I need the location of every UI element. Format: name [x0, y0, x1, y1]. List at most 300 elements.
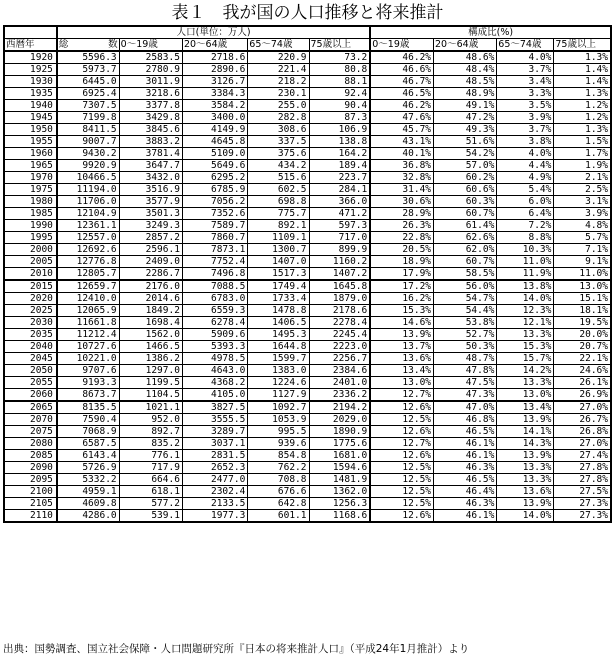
age-65-74-cell: 1749.4: [248, 280, 309, 293]
year-cell: 2045: [4, 353, 57, 365]
age-20-64-cell: 4645.8: [182, 136, 247, 148]
age-0-19-cell: 3883.2: [119, 136, 182, 148]
age-20-64-cell: 4149.9: [182, 124, 247, 136]
total-cell: 12659.7: [57, 280, 119, 293]
age-65-74-cell: 282.8: [248, 112, 309, 124]
total-cell: 8673.7: [57, 389, 119, 402]
year-cell: 2090: [4, 462, 57, 474]
year-cell: 1975: [4, 184, 57, 196]
ratio-65-74-cell: 12.3%: [497, 305, 554, 317]
total-cell: 11212.4: [57, 329, 119, 341]
ratio-20-64-cell: 53.8%: [434, 317, 497, 329]
ratio-75plus-cell: 18.1%: [554, 305, 611, 317]
ratio-75plus-cell: 1.7%: [554, 148, 611, 160]
ratio-65-74-cell: 15.3%: [497, 341, 554, 353]
table-row: [4, 64, 611, 76]
age-20-64-cell: 2890.6: [182, 64, 247, 76]
table-row: [4, 244, 611, 256]
year-cell: 2030: [4, 317, 57, 329]
age-20-64-cell: 2302.4: [182, 486, 247, 498]
year-cell: 2055: [4, 377, 57, 389]
age-0-19-cell: 2176.0: [119, 280, 182, 293]
total-header-right: 数: [108, 39, 118, 50]
age-0-19-cell: 952.0: [119, 414, 182, 426]
age-20-64-cell: 2831.5: [182, 450, 247, 462]
ratio-65-74-cell: 13.9%: [497, 498, 554, 510]
age-20-64-cell: 2718.6: [182, 51, 247, 64]
ratio-75plus-cell: 22.1%: [554, 353, 611, 365]
total-cell: 9707.6: [57, 365, 119, 377]
age-20-64-cell: 3584.2: [182, 100, 247, 112]
table-row: [4, 353, 611, 365]
total-header: [57, 39, 119, 52]
age-0-19-cell: 3011.9: [119, 76, 182, 88]
ratio-65-74-cell: 7.2%: [497, 220, 554, 232]
age-20-64-cell: 2652.3: [182, 462, 247, 474]
ratio-65-74-cell: 3.9%: [497, 112, 554, 124]
ratio-0-19-cell: 30.6%: [370, 196, 433, 208]
age-75plus-cell: 2278.4: [309, 317, 370, 329]
ratio-75plus-cell: 20.7%: [554, 341, 611, 353]
year-cell: 2100: [4, 486, 57, 498]
age-65-74-cell: 218.2: [248, 76, 309, 88]
year-cell: 2065: [4, 401, 57, 414]
ratio-0-19-cell: 46.5%: [370, 88, 433, 100]
ratio-0-19-cell: 12.5%: [370, 486, 433, 498]
table-row: [4, 426, 611, 438]
ratio-65-74-cell: 14.2%: [497, 365, 554, 377]
table-row: [4, 196, 611, 208]
ratio-65-74-header: 65～74歳: [497, 39, 554, 52]
total-cell: 12557.0: [57, 232, 119, 244]
ratio-75plus-cell: 3.1%: [554, 196, 611, 208]
ratio-0-19-cell: 13.0%: [370, 377, 433, 389]
age-0-19-cell: 539.1: [119, 510, 182, 523]
ratio-65-74-cell: 13.8%: [497, 280, 554, 293]
age-20-64-cell: 7860.7: [182, 232, 247, 244]
table-row: [4, 401, 611, 414]
table-row: [4, 172, 611, 184]
year-cell: 1965: [4, 160, 57, 172]
age-20-64-cell: 6278.4: [182, 317, 247, 329]
age-20-64-cell: 1977.3: [182, 510, 247, 523]
age-65-74-cell: 1300.7: [248, 244, 309, 256]
year-cell: 1925: [4, 64, 57, 76]
table-row: [4, 341, 611, 353]
table-row: [4, 389, 611, 402]
ratio-75plus-cell: 26.8%: [554, 426, 611, 438]
year-cell: 2085: [4, 450, 57, 462]
ratio-75plus-cell: 1.2%: [554, 112, 611, 124]
total-cell: 6143.4: [57, 450, 119, 462]
ratio-75plus-cell: 27.3%: [554, 510, 611, 523]
ratio-0-19-cell: 40.1%: [370, 148, 433, 160]
total-cell: 7068.9: [57, 426, 119, 438]
ratio-75plus-cell: 20.0%: [554, 329, 611, 341]
year-cell: 2000: [4, 244, 57, 256]
age-20-64-cell: 2133.5: [182, 498, 247, 510]
total-cell: 8411.5: [57, 124, 119, 136]
ratio-20-64-cell: 61.4%: [434, 220, 497, 232]
age-20-64-cell: 2477.0: [182, 474, 247, 486]
age-0-19-cell: 776.1: [119, 450, 182, 462]
table-row: [4, 88, 611, 100]
table-row: [4, 184, 611, 196]
ratio-0-19-cell: 36.8%: [370, 160, 433, 172]
age-0-19-cell: 3781.4: [119, 148, 182, 160]
ratio-75plus-cell: 3.9%: [554, 208, 611, 220]
ratio-0-19-cell: 22.8%: [370, 232, 433, 244]
age-0-19-cell: 1466.5: [119, 341, 182, 353]
table-body: [4, 51, 611, 522]
ratio-75plus-cell: 5.7%: [554, 232, 611, 244]
ratio-0-19-cell: 18.9%: [370, 256, 433, 268]
ratio-75plus-cell: 26.9%: [554, 389, 611, 402]
table-row: [4, 438, 611, 450]
year-cell: 1995: [4, 232, 57, 244]
ratio-0-19-cell: 46.6%: [370, 64, 433, 76]
age-65-74-cell: 1733.4: [248, 293, 309, 305]
total-cell: 5332.2: [57, 474, 119, 486]
year-header-blank: [4, 26, 57, 39]
ratio-65-74-cell: 3.4%: [497, 76, 554, 88]
age-0-19-cell: 1021.1: [119, 401, 182, 414]
table-row: [4, 268, 611, 281]
table-row: [4, 329, 611, 341]
age-0-19-cell: 1562.0: [119, 329, 182, 341]
year-cell: 1940: [4, 100, 57, 112]
age-75plus-cell: 1168.6: [309, 510, 370, 523]
ratio-20-64-cell: 62.0%: [434, 244, 497, 256]
age-65-74-cell: 515.6: [248, 172, 309, 184]
age-0-19-cell: 3501.3: [119, 208, 182, 220]
ratio-20-64-cell: 47.5%: [434, 377, 497, 389]
age-20-64-cell: 4978.5: [182, 353, 247, 365]
ratio-75plus-cell: 19.5%: [554, 317, 611, 329]
age-20-64-cell: 7056.2: [182, 196, 247, 208]
header-row-columns: [4, 39, 611, 52]
ratio-20-64-cell: 56.0%: [434, 280, 497, 293]
age-75plus-cell: 73.2: [309, 51, 370, 64]
year-cell: 1920: [4, 51, 57, 64]
ratio-20-64-cell: 46.1%: [434, 450, 497, 462]
age-75plus-cell: 2029.0: [309, 414, 370, 426]
ratio-0-19-cell: 12.7%: [370, 438, 433, 450]
total-cell: 9007.7: [57, 136, 119, 148]
age-20-64-cell: 4105.0: [182, 389, 247, 402]
year-cell: 2070: [4, 414, 57, 426]
age-65-74-cell: 602.5: [248, 184, 309, 196]
total-cell: 12776.8: [57, 256, 119, 268]
ratio-0-19-cell: 13.7%: [370, 341, 433, 353]
ratio-20-64-header: 20～64歳: [434, 39, 497, 52]
table-row: [4, 365, 611, 377]
age-20-64-cell: 4643.0: [182, 365, 247, 377]
ratio-75plus-cell: 1.5%: [554, 136, 611, 148]
year-cell: 2110: [4, 510, 57, 523]
ratio-0-19-cell: 46.2%: [370, 51, 433, 64]
age-20-64-cell: 3384.3: [182, 88, 247, 100]
ratio-65-74-cell: 13.3%: [497, 462, 554, 474]
age-20-64-cell: 6785.9: [182, 184, 247, 196]
ratio-65-74-cell: 4.0%: [497, 148, 554, 160]
ratio-75plus-cell: 27.0%: [554, 438, 611, 450]
age-0-19-cell: 577.2: [119, 498, 182, 510]
ratio-0-19-cell: 47.6%: [370, 112, 433, 124]
total-cell: 12065.9: [57, 305, 119, 317]
age-65-74-cell: 708.8: [248, 474, 309, 486]
table-row: [4, 450, 611, 462]
ratio-65-74-cell: 11.9%: [497, 268, 554, 281]
ratio-75plus-cell: 1.3%: [554, 88, 611, 100]
table-row: [4, 256, 611, 268]
ratio-20-64-cell: 54.2%: [434, 148, 497, 160]
total-cell: 12410.0: [57, 293, 119, 305]
age-0-19-cell: 3429.8: [119, 112, 182, 124]
age-65-74-cell: 1127.9: [248, 389, 309, 402]
ratio-20-64-cell: 47.3%: [434, 389, 497, 402]
ratio-20-64-cell: 46.4%: [434, 486, 497, 498]
age-75plus-cell: 223.7: [309, 172, 370, 184]
ratio-20-64-cell: 46.5%: [434, 474, 497, 486]
age-0-19-header: 0～19歳: [119, 39, 182, 52]
year-cell: 2050: [4, 365, 57, 377]
age-75plus-cell: 2223.0: [309, 341, 370, 353]
age-20-64-cell: 7589.7: [182, 220, 247, 232]
year-cell: 2095: [4, 474, 57, 486]
year-cell: 1955: [4, 136, 57, 148]
table-row: [4, 293, 611, 305]
age-0-19-cell: 1104.5: [119, 389, 182, 402]
ratio-75plus-cell: 9.1%: [554, 256, 611, 268]
age-65-74-cell: 375.6: [248, 148, 309, 160]
age-65-74-cell: 642.8: [248, 498, 309, 510]
ratio-0-19-cell: 28.9%: [370, 208, 433, 220]
age-65-74-cell: 434.2: [248, 160, 309, 172]
age-65-74-cell: 1599.7: [248, 353, 309, 365]
age-75plus-cell: 597.3: [309, 220, 370, 232]
ratio-0-19-cell: 45.7%: [370, 124, 433, 136]
ratio-0-19-cell: 46.2%: [370, 100, 433, 112]
age-0-19-cell: 3249.3: [119, 220, 182, 232]
year-cell: 2080: [4, 438, 57, 450]
age-65-74-cell: 1644.8: [248, 341, 309, 353]
age-20-64-cell: 3126.7: [182, 76, 247, 88]
ratio-0-19-cell: 16.2%: [370, 293, 433, 305]
table-row: [4, 462, 611, 474]
age-0-19-cell: 717.9: [119, 462, 182, 474]
age-20-64-cell: 7088.5: [182, 280, 247, 293]
age-75plus-cell: 87.3: [309, 112, 370, 124]
ratio-75plus-cell: 27.5%: [554, 486, 611, 498]
ratio-65-74-cell: 14.0%: [497, 293, 554, 305]
total-cell: 9430.2: [57, 148, 119, 160]
ratio-0-19-cell: 12.5%: [370, 462, 433, 474]
age-65-74-cell: 1109.1: [248, 232, 309, 244]
age-0-19-cell: 835.2: [119, 438, 182, 450]
age-75plus-cell: 1362.0: [309, 486, 370, 498]
age-0-19-cell: 1199.5: [119, 377, 182, 389]
ratio-20-64-cell: 46.3%: [434, 498, 497, 510]
ratio-20-64-cell: 46.3%: [434, 462, 497, 474]
age-0-19-cell: 1698.4: [119, 317, 182, 329]
ratio-20-64-cell: 48.9%: [434, 88, 497, 100]
year-cell: 1980: [4, 196, 57, 208]
ratio-65-74-cell: 4.4%: [497, 160, 554, 172]
ratio-0-19-cell: 12.6%: [370, 426, 433, 438]
age-20-64-header: 20～64歳: [182, 39, 247, 52]
ratio-65-74-cell: 4.9%: [497, 172, 554, 184]
total-cell: 12361.1: [57, 220, 119, 232]
year-cell: 2025: [4, 305, 57, 317]
year-cell: 1990: [4, 220, 57, 232]
ratio-65-74-cell: 13.3%: [497, 329, 554, 341]
ratio-20-64-cell: 58.5%: [434, 268, 497, 281]
ratio-20-64-cell: 47.2%: [434, 112, 497, 124]
ratio-0-19-cell: 12.5%: [370, 414, 433, 426]
ratio-65-74-cell: 6.4%: [497, 208, 554, 220]
ratio-75plus-cell: 11.0%: [554, 268, 611, 281]
ratio-65-74-cell: 3.5%: [497, 100, 554, 112]
age-0-19-cell: 892.7: [119, 426, 182, 438]
ratio-0-19-cell: 15.3%: [370, 305, 433, 317]
age-0-19-cell: 2583.5: [119, 51, 182, 64]
ratio-75plus-cell: 27.8%: [554, 474, 611, 486]
ratio-75plus-cell: 1.4%: [554, 76, 611, 88]
table-title: 表１ 我が国の人口推移と将来推計: [171, 3, 444, 23]
year-cell: 2060: [4, 389, 57, 402]
ratio-75plus-cell: 2.5%: [554, 184, 611, 196]
total-cell: 7590.4: [57, 414, 119, 426]
age-20-64-cell: 6783.0: [182, 293, 247, 305]
age-75plus-cell: 1594.6: [309, 462, 370, 474]
age-75plus-cell: 92.4: [309, 88, 370, 100]
table-row: [4, 486, 611, 498]
ratio-20-64-cell: 46.5%: [434, 426, 497, 438]
ratio-0-19-cell: 46.7%: [370, 76, 433, 88]
table-row: [4, 414, 611, 426]
age-65-74-cell: 1478.8: [248, 305, 309, 317]
ratio-0-19-cell: 12.7%: [370, 389, 433, 402]
age-65-74-cell: 676.6: [248, 486, 309, 498]
table-row: [4, 317, 611, 329]
ratio-65-74-cell: 13.4%: [497, 401, 554, 414]
ratio-0-19-cell: 43.1%: [370, 136, 433, 148]
ratio-75plus-cell: 27.0%: [554, 401, 611, 414]
age-0-19-cell: 1297.0: [119, 365, 182, 377]
ratio-20-64-cell: 49.3%: [434, 124, 497, 136]
year-cell: 2020: [4, 293, 57, 305]
age-75plus-cell: 1407.2: [309, 268, 370, 281]
table-row: [4, 208, 611, 220]
ratio-20-64-cell: 62.6%: [434, 232, 497, 244]
ratio-0-19-cell: 12.5%: [370, 474, 433, 486]
age-20-64-cell: 7873.1: [182, 244, 247, 256]
ratio-65-74-cell: 13.6%: [497, 486, 554, 498]
age-0-19-cell: 618.1: [119, 486, 182, 498]
source-note: 出典：国勢調査、国立社会保障・人口問題研究所『日本の将来推計人口』（平成24年1月推計）より: [3, 643, 470, 655]
ratio-65-74-cell: 13.3%: [497, 474, 554, 486]
population-group-header: 人口(単位：万人): [57, 26, 370, 39]
age-0-19-cell: 3845.6: [119, 124, 182, 136]
ratio-75plus-header: 75歳以上: [554, 39, 611, 52]
ratio-20-64-cell: 51.6%: [434, 136, 497, 148]
age-0-19-cell: 2286.7: [119, 268, 182, 281]
table-row: [4, 124, 611, 136]
age-65-74-cell: 1407.0: [248, 256, 309, 268]
age-20-64-cell: 6295.2: [182, 172, 247, 184]
ratio-20-64-cell: 50.3%: [434, 341, 497, 353]
table-row: [4, 76, 611, 88]
year-cell: 2040: [4, 341, 57, 353]
total-cell: 5726.9: [57, 462, 119, 474]
year-cell: 2035: [4, 329, 57, 341]
age-75plus-cell: 164.2: [309, 148, 370, 160]
age-0-19-cell: 3218.6: [119, 88, 182, 100]
age-0-19-cell: 2857.2: [119, 232, 182, 244]
ratio-20-64-cell: 48.4%: [434, 64, 497, 76]
age-65-74-cell: 762.2: [248, 462, 309, 474]
total-cell: 11194.0: [57, 184, 119, 196]
year-cell: 1945: [4, 112, 57, 124]
year-cell: 1930: [4, 76, 57, 88]
age-65-74-cell: 1224.6: [248, 377, 309, 389]
age-75plus-cell: 2194.2: [309, 401, 370, 414]
table-row: [4, 498, 611, 510]
age-75plus-cell: 88.1: [309, 76, 370, 88]
table-row: [4, 510, 611, 523]
year-cell: 1970: [4, 172, 57, 184]
age-75plus-cell: 2256.7: [309, 353, 370, 365]
age-0-19-cell: 3377.8: [119, 100, 182, 112]
year-cell: 2075: [4, 426, 57, 438]
ratio-65-74-cell: 15.7%: [497, 353, 554, 365]
total-cell: 4609.8: [57, 498, 119, 510]
ratio-65-74-cell: 14.1%: [497, 426, 554, 438]
ratio-75plus-cell: 1.4%: [554, 64, 611, 76]
ratio-65-74-cell: 4.0%: [497, 51, 554, 64]
age-75plus-cell: 1645.8: [309, 280, 370, 293]
age-65-74-cell: 221.4: [248, 64, 309, 76]
age-65-74-cell: 337.5: [248, 136, 309, 148]
ratio-20-64-cell: 46.8%: [434, 414, 497, 426]
total-cell: 10727.6: [57, 341, 119, 353]
ratio-0-19-cell: 12.6%: [370, 401, 433, 414]
age-20-64-cell: 5649.6: [182, 160, 247, 172]
table-row: [4, 220, 611, 232]
ratio-20-64-cell: 48.6%: [434, 51, 497, 64]
age-0-19-cell: 2780.9: [119, 64, 182, 76]
ratio-0-19-cell: 26.3%: [370, 220, 433, 232]
ratio-75plus-cell: 15.1%: [554, 293, 611, 305]
age-75plus-cell: 471.2: [309, 208, 370, 220]
year-header: 西暦年: [4, 39, 57, 52]
ratio-75plus-cell: 13.0%: [554, 280, 611, 293]
ratio-0-19-cell: 17.9%: [370, 268, 433, 281]
age-65-74-cell: 230.1: [248, 88, 309, 100]
total-cell: 4286.0: [57, 510, 119, 523]
ratio-75plus-cell: 1.3%: [554, 124, 611, 136]
total-cell: 12805.7: [57, 268, 119, 281]
ratio-20-64-cell: 54.7%: [434, 293, 497, 305]
age-65-74-cell: 939.6: [248, 438, 309, 450]
age-75plus-cell: 80.8: [309, 64, 370, 76]
age-65-74-cell: 308.6: [248, 124, 309, 136]
ratio-75plus-cell: 27.8%: [554, 462, 611, 474]
ratio-65-74-cell: 3.3%: [497, 88, 554, 100]
ratio-65-74-cell: 3.7%: [497, 124, 554, 136]
ratio-65-74-cell: 10.3%: [497, 244, 554, 256]
